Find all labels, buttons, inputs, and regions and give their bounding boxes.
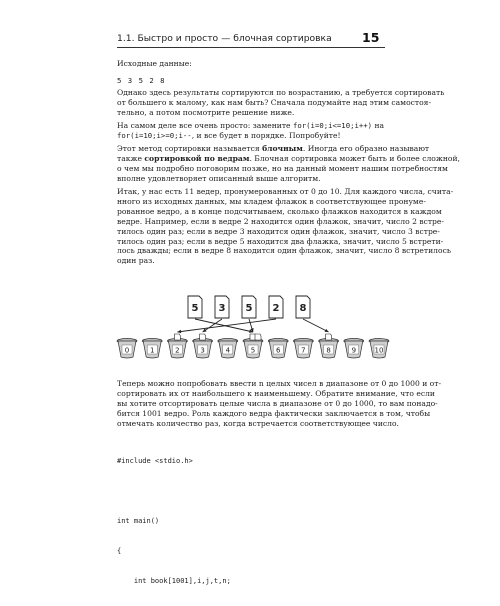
paragraph-5-line: бится 1001 ведро. Роль каждого ведра фактически заключается в том, чтобы: [117, 408, 431, 418]
paragraph-5: [117, 379, 442, 429]
code-listing: [117, 436, 386, 606]
bucket-flag: [326, 334, 332, 340]
flag-number: 5: [191, 303, 199, 314]
flag-arrow: [303, 319, 329, 332]
bucket-flag: [174, 334, 180, 340]
paragraph-1-line: тельно, а потом посмотрите решение ниже.: [117, 107, 295, 117]
paragraph-3-line: также сортировкой по ведрам. Блочная сортировка может быть и более сложной,: [117, 153, 460, 163]
paragraph-1: [117, 88, 445, 118]
paragraph-4-line: тилось один раз; если в ведре 3 находится один флажок, значит, число 3 встре-: [117, 226, 440, 236]
flag-number: 3: [218, 303, 226, 314]
paragraph-5-line: отмечать количество раз, когда встречается соответствующее число.: [117, 418, 399, 428]
paragraph-2-line-2: for(i=10;i>=0;i--, и все будет в порядке. Попробуйте!: [117, 130, 341, 140]
bucket-number: 9: [351, 346, 357, 355]
paragraph-4-line: Итак, у нас есть 11 ведер, пронумерованных от 0 до 10. Для каждого числа, счита-: [117, 187, 454, 196]
bucket-number: 6: [275, 346, 281, 355]
bucket-number: 2: [175, 346, 180, 355]
inline-code: for(i=0;i<=10;i++): [292, 121, 373, 130]
bucket-flag: [200, 334, 206, 340]
flag-number: 2: [272, 303, 280, 314]
bucket-number: 7: [301, 346, 306, 355]
paragraph-4-line: нного из исходных данных, мы кладем флажок в соответствующее пронуме-: [117, 196, 426, 206]
paragraph-5-line: вы хотите отсортировать целые числа в диапазоне от 0 до 1000, то вам понадо-: [117, 398, 438, 408]
running-header: 1.1. Быстро и просто — блочная сортировка: [117, 33, 332, 44]
bucket-number: 1: [149, 346, 155, 355]
bucket-flag: [255, 334, 261, 340]
paragraph-4-line: рованное ведро, а в конце подсчитываем, сколько флажков находится в каждом: [117, 206, 442, 216]
flag-number: 5: [245, 303, 253, 314]
paragraph-3-line: вполне удовлетворяет описанный выше алгоритм.: [117, 173, 321, 183]
bucket-number: 5: [250, 346, 256, 355]
code-line: [117, 486, 386, 496]
bucket-number: 3: [200, 346, 205, 355]
code-line: int book[1001],i,j,t,n;: [117, 577, 231, 585]
bucket-number: 8: [326, 346, 331, 355]
bucket-number: 0: [124, 346, 130, 355]
paragraph-3: [117, 144, 460, 184]
bucket-sort-illustration: [113, 292, 391, 364]
paragraph-2-line-1: На самом деле все очень просто: замените for(i=0;i<=10;i++) на: [117, 121, 385, 130]
page-number: 15: [362, 30, 380, 45]
paragraph-4-line: ведре. Например, если в ведре 2 находится один флажок, значит, число 2 встре-: [117, 216, 444, 226]
paragraph-4: [117, 187, 454, 266]
header-rule: [117, 47, 385, 48]
paragraph-4-line: лось дважды; если в ведре 8 находится один флажок, значит, число 8 встретилось: [117, 246, 451, 256]
paragraph-5-line: Теперь можно попробовать ввести n целых чисел в диапазоне от 0 до 1000 и от-: [117, 379, 442, 388]
paragraph-4-line: тилось один раз; если в ведре 5 находится два флажка, значит, число 5 встрети-: [117, 236, 444, 246]
term-bucket-sort: сортировкой по ведрам: [144, 153, 250, 163]
bucket-sort-figure: [113, 292, 391, 364]
paragraph-3-line: о чем мы подробно поговорим позже, но на данный момент нашим потребностям: [117, 163, 448, 173]
paragraph-5-line: сортировать их от наибольшего к наименьшему. Обратите внимание, что если: [117, 388, 435, 398]
bucket-number: 10: [374, 346, 384, 355]
initial-data-label: Исходные данные:: [117, 59, 192, 68]
flag-arrow: [177, 319, 276, 332]
paragraph-1-line: Однако здесь результаты сортируются по возрастанию, а требуется сортировать: [117, 88, 445, 97]
code-line: int main(): [117, 517, 160, 525]
flag-number: 8: [299, 303, 307, 314]
paragraph-4-line: один раз.: [117, 256, 155, 266]
paragraph-3-line: Этот метод сортировки называется блочным. Иногда его образно называют: [117, 144, 430, 153]
bucket-number: 4: [225, 346, 231, 355]
code-line: {: [117, 547, 122, 555]
initial-data-values: 5 3 5 2 8: [117, 76, 165, 85]
paragraph-2: [117, 121, 386, 141]
code-line: #include <stdio.h>: [117, 457, 193, 465]
paragraph-1-line: от большего к малому, как нам быть? Сначала подумайте над этим самостоя-: [117, 97, 432, 107]
term-bucket: блочным: [262, 144, 303, 153]
inline-code: for(i=10;i>=0;i--: [117, 130, 192, 140]
